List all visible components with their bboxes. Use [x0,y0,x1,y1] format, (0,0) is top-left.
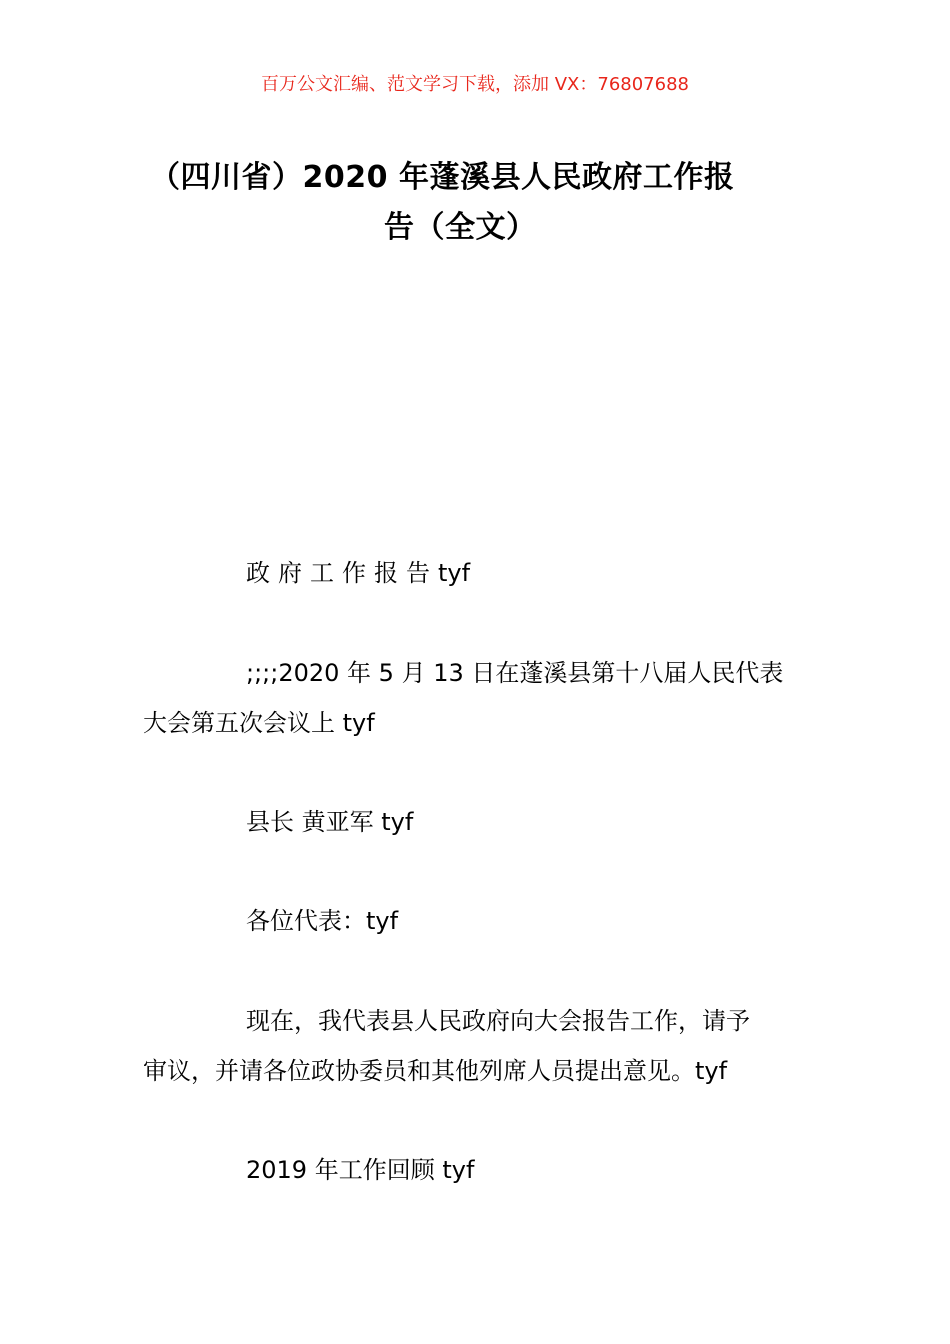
paragraph-opening [143,996,823,1096]
paragraph-speaker: 县长 黄亚军 tyf [246,808,414,836]
header-note: 百万公文汇编、范文学习下载，添加 VX：76807688 [261,74,689,95]
paragraph-salutation: 各位代表：tyf [246,907,399,935]
section-heading-review: 2019 年工作回顾 tyf [246,1156,475,1184]
document-title-line-2: 告（全文） [384,210,537,245]
paragraph-report-heading [143,548,926,598]
document-title-line-1: （四川省）2020 年蓬溪县人民政府工作报 [150,160,735,195]
meeting-info-line-2: 大会第五次会议上 tyf [143,709,375,737]
opening-line-2: 审议，并请各位政协委员和其他列席人员提出意见。tyf [143,1057,728,1085]
report-heading-tail: tyf [438,559,471,587]
paragraph-meeting-info [143,648,823,748]
report-heading-text: 政府工作报告 [246,559,438,587]
opening-line-1: 现在，我代表县人民政府向大会报告工作，请予 [246,1007,750,1035]
meeting-info-line-1: ;;;;2020 年 5 月 13 日在蓬溪县第十八届人民代表 [246,659,784,687]
